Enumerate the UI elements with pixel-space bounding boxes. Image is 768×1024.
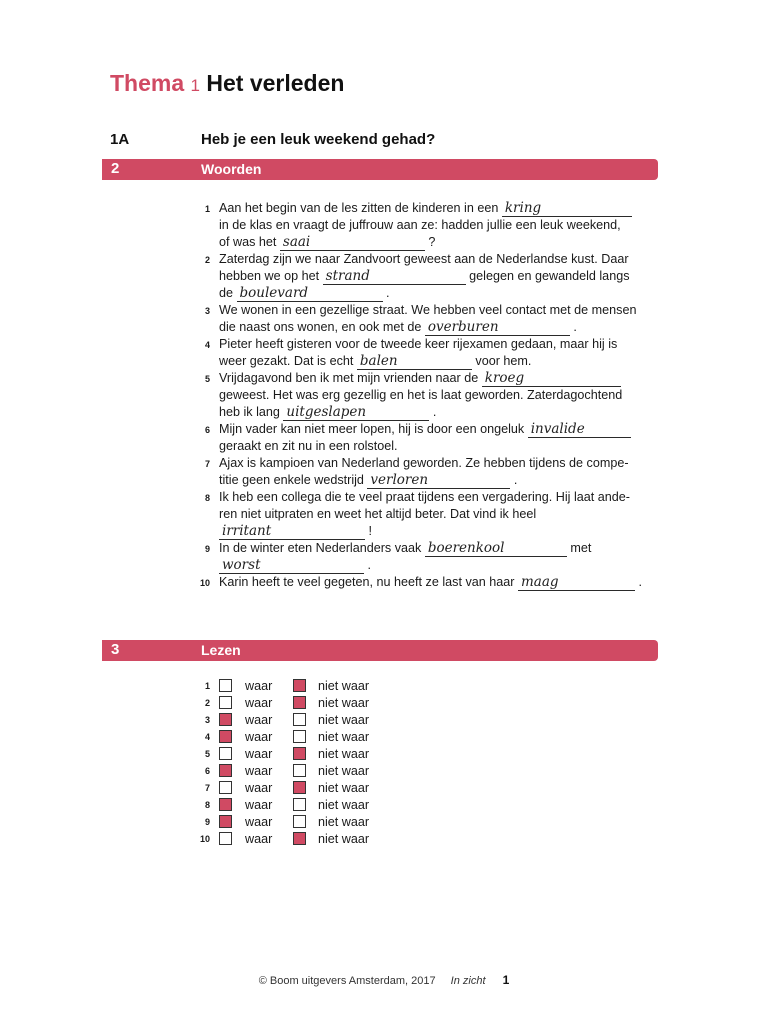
item-text: hebben we op het [219,269,320,283]
checkbox-niet-waar[interactable] [293,679,306,692]
label-waar: waar [245,713,273,727]
page-number: 1 [502,973,510,987]
label-niet-waar: niet waar [318,696,370,710]
answer-row [196,729,396,746]
handwritten-answer: worst [222,557,261,573]
section-number: 2 [111,160,120,177]
item-number: 5 [204,374,210,384]
row-number: 7 [204,783,210,793]
handwritten-answer: boulevard [239,285,309,301]
checkbox-niet-waar[interactable] [293,781,306,794]
item-number: 7 [204,459,210,469]
handwritten-answer: strand [325,268,370,284]
page-footer [0,973,768,987]
label-waar: waar [245,832,273,846]
item-number: 1 [204,204,210,214]
row-number: 3 [204,715,210,725]
answer-blank[interactable] [357,354,472,370]
item-text: geweest. Het was erg gezellig en het is laat geworden. Zaterdagochtend [219,388,623,402]
item-text: Vrijdagavond ben ik met mijn vrienden naar de [219,371,479,385]
handwritten-answer: kroeg [484,370,525,386]
item-text: In de winter eten Nederlanders vaak [219,541,422,555]
thema-title: Het verleden [206,70,345,96]
answer-blank[interactable] [280,235,425,251]
checkbox-waar[interactable] [219,730,232,743]
answer-row [196,678,396,695]
checkbox-niet-waar[interactable] [293,730,306,743]
checkbox-waar[interactable] [219,815,232,828]
checkbox-niet-waar[interactable] [293,764,306,777]
item-text: of was het [219,235,277,249]
handwritten-answer: saai [282,234,311,250]
checkbox-waar[interactable] [219,832,232,845]
item-number: 2 [204,255,210,265]
item-text: Ik heb een collega die te veel praat tijdens een vergadering. Hij laat ande- [219,490,630,504]
lezen-answer-list [196,678,396,848]
item-number: 8 [204,493,210,503]
answer-row [196,746,396,763]
label-niet-waar: niet waar [318,730,370,744]
item-text: ! [368,524,372,538]
answer-blank[interactable] [283,405,429,421]
label-niet-waar: niet waar [318,679,370,693]
item-number: 3 [204,306,210,316]
answer-blank[interactable] [425,320,570,336]
answer-blank[interactable] [219,524,365,540]
item-number: 4 [204,340,210,350]
exercise-item [196,421,666,455]
checkbox-waar[interactable] [219,798,232,811]
item-text: . [386,286,390,300]
exercise-item [196,302,666,336]
row-number: 8 [204,800,210,810]
checkbox-niet-waar[interactable] [293,747,306,760]
checkbox-niet-waar[interactable] [293,832,306,845]
item-text: in de klas en vraagt de juffrouw aan ze: hadden jullie een leuk weekend, [219,218,621,232]
item-text: Ajax is kampioen van Nederland geworden. Ze hebben tijdens de compe- [219,456,629,470]
item-text: geraakt en zit nu in een rolstoel. [219,439,398,453]
section-title: Lezen [201,642,241,658]
row-number: 6 [204,766,210,776]
label-niet-waar: niet waar [318,781,370,795]
exercise-item [196,540,666,574]
lesson-code: 1A [110,131,130,148]
checkbox-waar[interactable] [219,747,232,760]
handwritten-answer: kring [504,200,542,216]
label-waar: waar [245,798,273,812]
row-number: 2 [204,698,210,708]
label-waar: waar [245,696,273,710]
row-number: 9 [204,817,210,827]
label-niet-waar: niet waar [318,747,370,761]
label-waar: waar [245,730,273,744]
item-text: . [432,405,437,419]
exercise-item [196,455,666,489]
section-title: Woorden [201,161,262,177]
item-text: Zaterdag zijn we naar Zandvoort geweest aan de Nederlandse kust. Daar [219,252,629,266]
label-niet-waar: niet waar [318,815,370,829]
section-number: 3 [111,641,120,658]
exercise-item [196,489,666,540]
answer-blank[interactable] [518,575,635,591]
item-text: die naast ons wonen, en ook met de [219,320,422,334]
checkbox-waar[interactable] [219,764,232,777]
exercise-item [196,251,666,302]
label-waar: waar [245,781,273,795]
checkbox-niet-waar[interactable] [293,815,306,828]
item-text: . [367,558,371,572]
answer-blank[interactable] [502,201,632,217]
item-text: ? [428,235,436,249]
answer-row [196,814,396,831]
item-text: weer gezakt. Dat is echt [219,354,354,368]
section-bar-woorden [102,159,658,180]
handwritten-answer: invalide [530,421,585,437]
item-text: met [570,541,592,555]
book-title: In zicht [450,975,486,987]
label-niet-waar: niet waar [318,798,370,812]
handwritten-answer: boerenkool [427,540,505,556]
lesson-title: Heb je een leuk weekend gehad? [201,131,436,148]
label-waar: waar [245,815,273,829]
item-number: 9 [204,544,210,554]
handwritten-answer: verloren [370,472,429,488]
answer-blank[interactable] [237,286,383,302]
checkbox-niet-waar[interactable] [293,713,306,726]
handwritten-answer: irritant [222,523,272,539]
item-text: heb ik lang [219,405,280,419]
exercise-item [196,370,666,421]
handwritten-answer: maag [520,574,559,590]
exercise-item [196,200,666,251]
item-text: titie geen enkele wedstrijd [219,473,364,487]
checkbox-waar[interactable] [219,696,232,709]
answer-row [196,695,396,712]
label-waar: waar [245,747,273,761]
checkbox-niet-waar[interactable] [293,696,306,709]
answer-blank[interactable] [219,558,364,574]
label-waar: waar [245,764,273,778]
exercise-item [196,574,666,591]
answer-blank[interactable] [528,422,631,438]
thema-label: Thema [110,70,185,96]
item-number: 10 [199,578,210,588]
page-title [110,70,344,97]
label-waar: waar [245,679,273,693]
checkbox-waar[interactable] [219,679,232,692]
section-bar-lezen [102,640,658,661]
answer-blank[interactable] [323,269,466,285]
row-number: 1 [204,681,210,691]
item-text: de [219,286,234,300]
answer-blank[interactable] [482,371,621,387]
row-number: 10 [199,834,210,844]
row-number: 4 [204,732,210,742]
thema-number: 1 [190,76,200,95]
answer-row [196,763,396,780]
answer-row [196,712,396,729]
handwritten-answer: overburen [427,319,499,335]
copyright-text: © Boom uitgevers Amsterdam, 2017 [258,975,436,987]
item-text: We wonen in een gezellige straat. We hebben veel contact met de mensen [219,303,637,317]
label-niet-waar: niet waar [318,764,370,778]
label-niet-waar: niet waar [318,713,370,727]
item-text: . [513,473,518,487]
woorden-exercise [196,200,666,591]
answer-blank[interactable] [425,541,567,557]
item-text: . [638,575,642,589]
item-text: Pieter heeft gisteren voor de tweede keer rijexamen gedaan, maar hij is [219,337,618,351]
checkbox-waar[interactable] [219,781,232,794]
item-text: Karin heeft te veel gegeten, nu heeft ze last van haar [219,575,515,589]
answer-row [196,780,396,797]
exercise-item [196,336,666,370]
handwritten-answer: balen [359,353,398,369]
answer-blank[interactable] [367,473,510,489]
checkbox-waar[interactable] [219,713,232,726]
handwritten-answer: uitgeslapen [286,404,367,420]
item-number: 6 [204,425,210,435]
answer-row [196,831,396,848]
answer-row [196,797,396,814]
item-text: gelegen en gewandeld langs [469,269,630,283]
checkbox-niet-waar[interactable] [293,798,306,811]
item-text: ren niet uitpraten en weet het altijd beter. Dat vind ik heel [219,507,537,521]
row-number: 5 [204,749,210,759]
item-text: . [573,320,577,334]
label-niet-waar: niet waar [318,832,370,846]
item-text: voor hem. [475,354,532,368]
item-text: Aan het begin van de les zitten de kinderen in een [219,201,499,215]
item-text: Mijn vader kan niet meer lopen, hij is door een ongeluk [219,422,525,436]
